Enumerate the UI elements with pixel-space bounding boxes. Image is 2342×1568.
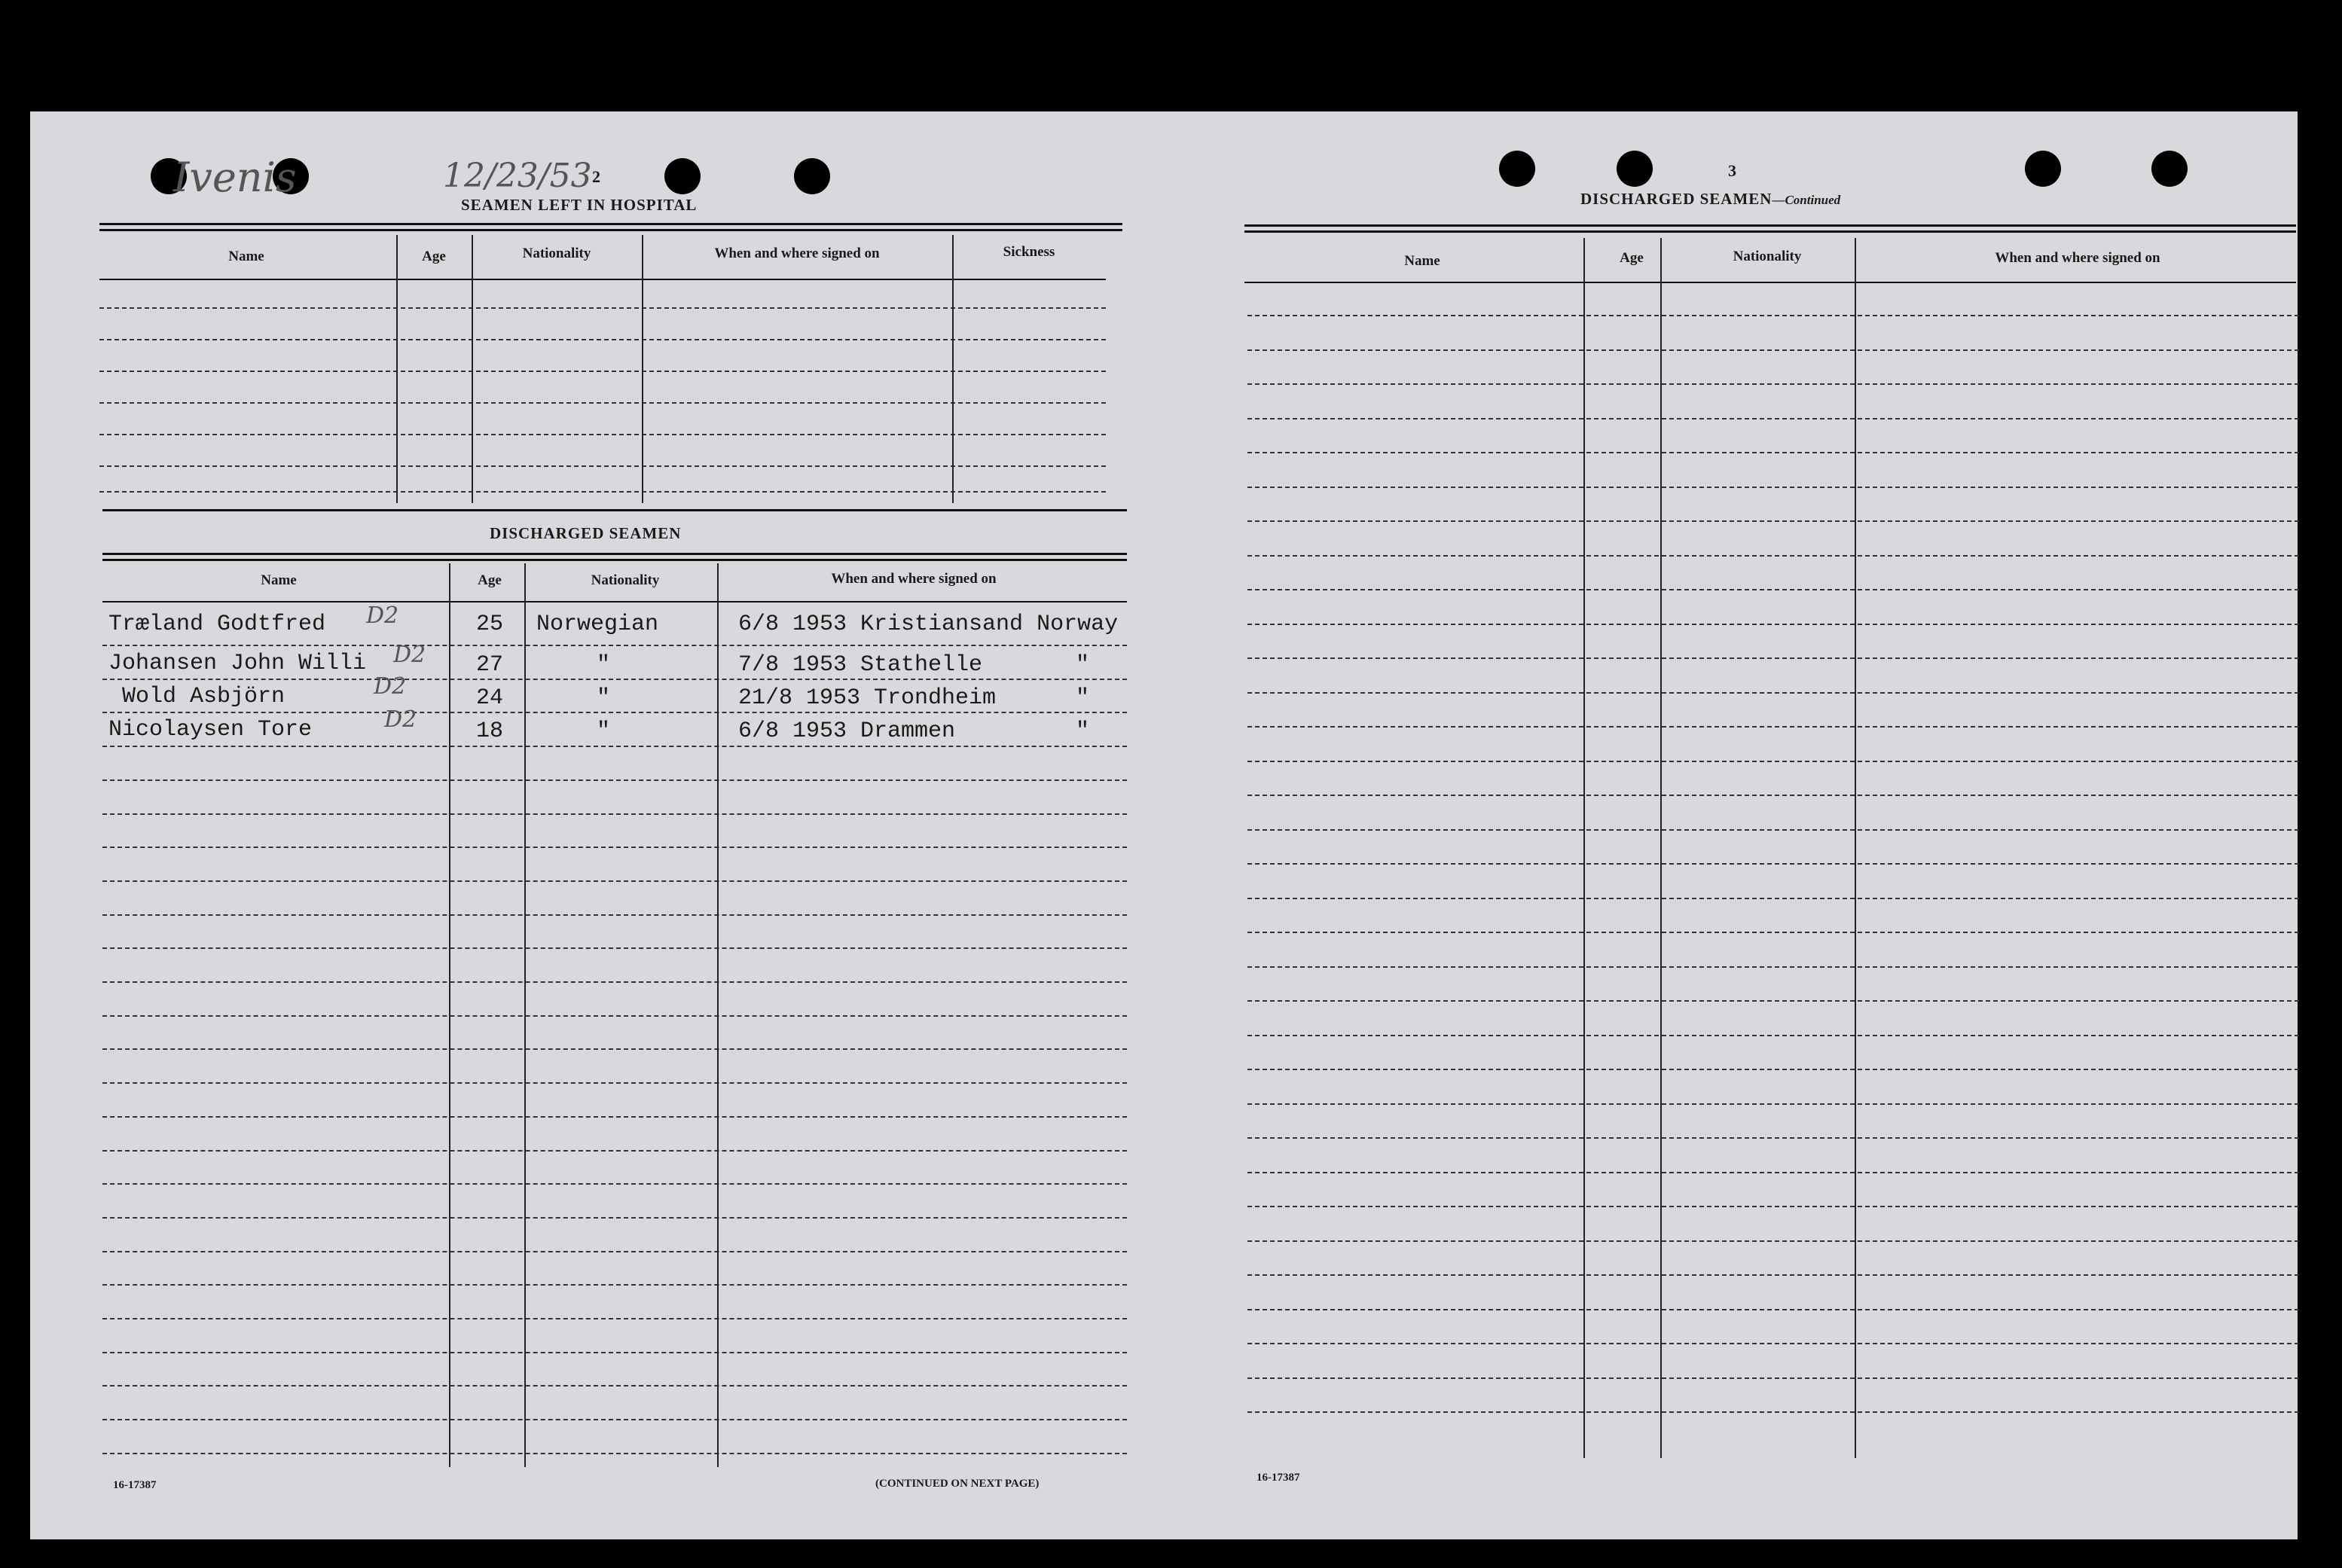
row-line bbox=[1247, 1103, 2299, 1105]
row-line bbox=[1247, 863, 2299, 865]
row-line bbox=[1247, 829, 2299, 831]
row-line bbox=[1247, 589, 2299, 590]
rule bbox=[99, 223, 1122, 225]
row-line bbox=[102, 1251, 1127, 1252]
column-divider bbox=[1660, 238, 1662, 1458]
seaman-age: 25 bbox=[476, 612, 504, 637]
row-line bbox=[1247, 1309, 2299, 1310]
rule bbox=[102, 553, 1127, 555]
punch-hole bbox=[1617, 151, 1653, 187]
seaman-nationality: " bbox=[597, 652, 611, 678]
row-line bbox=[1247, 1240, 2299, 1242]
seaman-age: 18 bbox=[476, 718, 504, 744]
column-divider bbox=[952, 235, 954, 503]
row-line bbox=[1247, 966, 2299, 968]
row-line bbox=[1247, 520, 2299, 522]
seaman-nationality: " bbox=[597, 685, 611, 711]
form-number: 16-17387 bbox=[113, 1479, 157, 1491]
seaman-signed-on: 6/8 1953 Drammen bbox=[738, 718, 956, 744]
column-header-age: Age bbox=[422, 249, 446, 264]
row-line bbox=[1247, 1206, 2299, 1207]
column-divider bbox=[396, 235, 398, 503]
row-line bbox=[99, 402, 1106, 404]
column-header-age: Age bbox=[1620, 250, 1644, 266]
row-line bbox=[1247, 795, 2299, 796]
form-number: 16-17387 bbox=[1256, 1472, 1300, 1484]
row-line bbox=[99, 339, 1106, 340]
punch-hole bbox=[664, 158, 701, 194]
right-page bbox=[1183, 111, 2298, 1539]
row-line bbox=[102, 679, 1127, 680]
column-header-nationality: Nationality bbox=[1733, 249, 1802, 264]
row-line bbox=[102, 813, 1127, 815]
row-line bbox=[102, 1385, 1127, 1386]
rule bbox=[102, 509, 1127, 511]
row-line bbox=[99, 307, 1106, 309]
row-line bbox=[102, 1183, 1127, 1185]
row-line bbox=[102, 645, 1127, 646]
seaman-name: Wold Asbjörn bbox=[122, 684, 285, 709]
column-header-sickness: Sickness bbox=[1003, 244, 1055, 260]
left-page bbox=[30, 111, 1183, 1539]
row-line bbox=[1247, 418, 2299, 419]
rule bbox=[1244, 224, 2296, 227]
column-divider bbox=[1855, 238, 1856, 1458]
row-line bbox=[1247, 383, 2299, 385]
row-line bbox=[102, 1150, 1127, 1152]
column-header-name: Name bbox=[1404, 253, 1440, 269]
row-line bbox=[102, 1015, 1127, 1017]
ditto-mark: " bbox=[1076, 685, 1090, 711]
seaman-nationality: " bbox=[597, 718, 611, 744]
row-line bbox=[1247, 349, 2299, 351]
row-line bbox=[102, 1048, 1127, 1050]
column-header-nationality: Nationality bbox=[591, 572, 660, 588]
ditto-mark: " bbox=[1076, 652, 1090, 678]
rule bbox=[1244, 230, 2296, 233]
row-line bbox=[1247, 452, 2299, 453]
row-line bbox=[1247, 1069, 2299, 1070]
row-line bbox=[1247, 1343, 2299, 1344]
row-line bbox=[99, 465, 1106, 467]
handwritten-date: 12/23/53 bbox=[443, 157, 592, 195]
column-divider bbox=[524, 563, 526, 1467]
row-line bbox=[102, 712, 1127, 713]
row-line bbox=[102, 1318, 1127, 1319]
column-header-age: Age bbox=[478, 572, 502, 588]
row-line bbox=[1247, 1172, 2299, 1173]
row-line bbox=[1247, 1000, 2299, 1002]
row-line bbox=[102, 779, 1127, 781]
row-line bbox=[1247, 657, 2299, 659]
seaman-nationality: Norwegian bbox=[536, 612, 659, 637]
seaman-name: Træland Godtfred bbox=[108, 612, 326, 637]
seaman-signed-on: 6/8 1953 Kristiansand Norway bbox=[738, 612, 1119, 637]
continued-note: (CONTINUED ON NEXT PAGE) bbox=[875, 1478, 1040, 1490]
column-header-name: Name bbox=[261, 572, 297, 588]
row-line bbox=[102, 1284, 1127, 1286]
seaman-age: 27 bbox=[476, 652, 504, 678]
row-line bbox=[1247, 487, 2299, 488]
column-header-signed-on: When and where signed on bbox=[714, 246, 880, 261]
page-title-text: DISCHARGED SEAMEN bbox=[1580, 190, 1773, 208]
row-line bbox=[102, 981, 1127, 983]
hospital-section-title: SEAMEN LEFT IN HOSPITAL bbox=[461, 196, 698, 214]
rule bbox=[99, 229, 1122, 231]
row-line bbox=[102, 1419, 1127, 1420]
discharge-mark: D2 bbox=[366, 602, 399, 629]
row-line bbox=[1247, 1035, 2299, 1036]
row-line bbox=[1247, 1411, 2299, 1413]
seaman-age: 24 bbox=[476, 685, 504, 711]
row-line bbox=[1247, 555, 2299, 557]
page-number: 2 bbox=[592, 167, 600, 186]
row-line bbox=[102, 880, 1127, 882]
row-line bbox=[102, 1082, 1127, 1084]
page-title-suffix: —Continued bbox=[1772, 193, 1841, 207]
handwritten-note: Ivenis bbox=[173, 154, 297, 201]
header-rule bbox=[1244, 282, 2296, 283]
seaman-signed-on: 7/8 1953 Stathelle bbox=[738, 652, 983, 678]
row-line bbox=[1247, 932, 2299, 933]
column-divider bbox=[472, 235, 473, 503]
ditto-mark: " bbox=[1076, 718, 1090, 744]
row-line bbox=[102, 746, 1127, 747]
row-line bbox=[1247, 1377, 2299, 1379]
discharged-section-title: DISCHARGED SEAMEN bbox=[490, 524, 682, 542]
row-line bbox=[102, 947, 1127, 949]
row-line bbox=[102, 1352, 1127, 1353]
row-line bbox=[1247, 624, 2299, 625]
row-line bbox=[1247, 692, 2299, 694]
discharge-mark: D2 bbox=[374, 673, 407, 700]
row-line bbox=[102, 1453, 1127, 1454]
row-line bbox=[99, 491, 1106, 493]
row-line bbox=[102, 1116, 1127, 1118]
seaman-name: Nicolaysen Tore bbox=[108, 717, 313, 743]
header-rule bbox=[99, 279, 1106, 280]
column-divider bbox=[642, 235, 643, 503]
row-line bbox=[99, 371, 1106, 372]
column-divider bbox=[717, 563, 719, 1467]
row-line bbox=[99, 434, 1106, 435]
column-header-nationality: Nationality bbox=[522, 246, 591, 261]
seaman-signed-on: 21/8 1953 Trondheim bbox=[738, 685, 997, 711]
punch-hole bbox=[1499, 151, 1535, 187]
row-line bbox=[102, 847, 1127, 848]
page-title bbox=[1580, 190, 1840, 209]
row-line bbox=[1247, 1274, 2299, 1276]
punch-hole bbox=[794, 158, 830, 194]
column-divider bbox=[449, 563, 450, 1467]
seaman-name: Johansen John Willi bbox=[108, 651, 367, 676]
row-line bbox=[102, 914, 1127, 916]
column-header-signed-on: When and where signed on bbox=[831, 571, 997, 587]
discharge-mark: D2 bbox=[393, 642, 426, 668]
discharge-mark: D2 bbox=[384, 706, 417, 733]
rule bbox=[102, 559, 1127, 561]
row-line bbox=[102, 1217, 1127, 1219]
punch-hole bbox=[2151, 151, 2188, 187]
column-divider bbox=[1583, 238, 1585, 1458]
header-rule bbox=[102, 601, 1127, 602]
column-header-signed-on: When and where signed on bbox=[1995, 250, 2160, 266]
row-line bbox=[1247, 1137, 2299, 1139]
row-line bbox=[1247, 898, 2299, 899]
row-line bbox=[1247, 315, 2299, 316]
punch-hole bbox=[2025, 151, 2061, 187]
row-line bbox=[1247, 761, 2299, 762]
row-line bbox=[1247, 726, 2299, 728]
column-header-name: Name bbox=[228, 249, 264, 264]
page-number: 3 bbox=[1728, 161, 1736, 180]
